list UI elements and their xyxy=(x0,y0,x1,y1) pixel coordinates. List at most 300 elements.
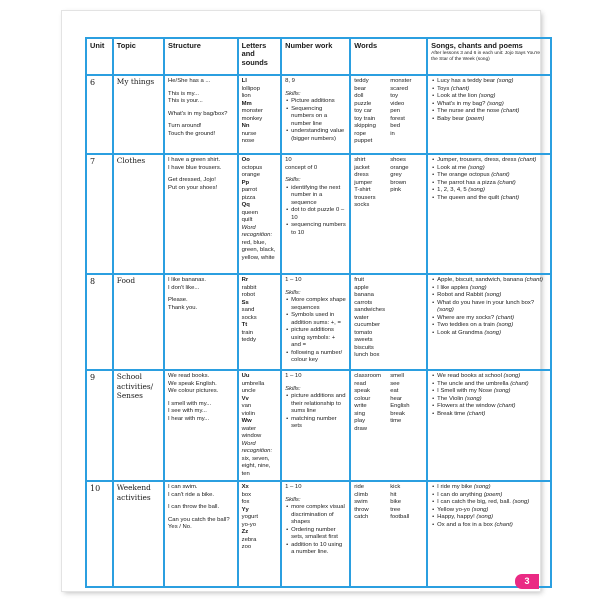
word: write xyxy=(354,403,367,409)
song-type: (chant) xyxy=(497,403,516,409)
unit-number: 10 xyxy=(90,484,101,493)
header-number-work: Number work xyxy=(281,38,350,75)
song-type: (chant) xyxy=(494,521,513,528)
number-work-cell xyxy=(281,481,350,587)
structure-line: I can swim. xyxy=(168,484,198,490)
song-item xyxy=(437,373,547,381)
skill-item: • dot to dot puzzle 0 – 10 xyxy=(291,207,346,222)
topic-name: Food xyxy=(116,276,136,285)
structure-cell xyxy=(164,75,238,154)
words-cell xyxy=(350,75,427,154)
song-title: The nurse and the nose xyxy=(437,108,502,114)
letter-word: red, blue, green, black, yellow, white xyxy=(241,239,276,261)
song-type: (song) xyxy=(478,93,496,99)
number-range: 1 – 10 xyxy=(285,277,302,283)
structure-cell xyxy=(164,370,238,481)
word: sweets xyxy=(354,337,373,343)
song-type: (chant) xyxy=(518,157,537,163)
word: puzzle xyxy=(354,100,372,107)
letter-word: van xyxy=(241,403,252,409)
letter-word: yogurt xyxy=(241,514,258,520)
page-number-badge: 3 xyxy=(515,574,539,589)
song-item xyxy=(437,522,547,530)
structure-line: Can you catch the ball? xyxy=(168,516,230,523)
letters-cell xyxy=(238,75,281,154)
letter-pair: Ss xyxy=(241,299,249,306)
word: kick xyxy=(390,484,401,490)
word: English xyxy=(390,403,410,409)
unit-cell xyxy=(86,75,113,154)
song-item xyxy=(437,322,547,330)
word: biscuits xyxy=(354,344,374,351)
song-item xyxy=(437,277,547,285)
words-column-right xyxy=(390,484,423,522)
letters-cell xyxy=(238,370,281,481)
word: read xyxy=(354,380,367,387)
unit-cell xyxy=(86,154,113,274)
song-type: (song) xyxy=(493,388,511,394)
song-type: (chant) xyxy=(497,179,516,186)
topic-cell xyxy=(113,154,164,274)
skills-label: Skills: xyxy=(285,385,301,392)
word: T-shirt xyxy=(354,187,371,193)
structure-block xyxy=(168,277,234,292)
header-letters: Letters and sounds xyxy=(238,38,281,75)
song-type: (song) xyxy=(468,187,485,193)
letter-word: nose xyxy=(241,138,255,144)
letter-pair: Ll xyxy=(241,78,247,84)
word: doll xyxy=(354,93,364,99)
number-work-cell xyxy=(281,274,350,370)
song-title: Flowers at the window xyxy=(437,403,498,409)
word: grey xyxy=(390,172,402,178)
word: jacket xyxy=(354,164,370,171)
unit-cell xyxy=(86,481,113,587)
word: monster xyxy=(390,78,412,84)
song-title: The orange octopus xyxy=(437,172,492,178)
word: see xyxy=(390,380,400,387)
skill-item: • More complex shape sequences xyxy=(291,297,346,312)
words-column-right xyxy=(390,373,423,433)
word: apple xyxy=(354,284,369,291)
topic-name: My things xyxy=(116,77,155,86)
song-type: (song) xyxy=(471,506,489,513)
structure-line: We colour pictures. xyxy=(168,388,219,394)
word: time xyxy=(390,418,402,424)
structure-line: I don't like... xyxy=(168,284,200,291)
letter-pair: Mm xyxy=(241,100,252,107)
unit-number: 8 xyxy=(90,277,96,286)
song-type: (poem) xyxy=(465,115,485,122)
letter-word: socks xyxy=(241,314,257,321)
song-type: (poem) xyxy=(483,491,503,498)
song-item xyxy=(437,108,547,116)
song-title: Look at the lion xyxy=(437,93,479,99)
songs-list xyxy=(431,157,547,202)
song-title: Happy, happy! xyxy=(437,514,477,520)
letter-word: lollipop xyxy=(241,85,260,92)
header-structure: Structure xyxy=(164,38,238,75)
word: skipping xyxy=(354,123,376,129)
skills-list xyxy=(285,297,346,365)
number-work-cell xyxy=(281,154,350,274)
song-type: (song) xyxy=(473,484,491,490)
letter-pair: Vv xyxy=(241,395,249,402)
skill-item: • more complex visual discrimination of shapes xyxy=(291,504,346,527)
song-title: The Violin xyxy=(437,395,465,402)
number-range: 10 xyxy=(285,157,292,163)
structure-line: Get dressed, Jojo! xyxy=(168,177,216,183)
word: trousers xyxy=(354,194,376,201)
words-cell xyxy=(350,370,427,481)
words-column-left xyxy=(354,373,387,433)
skills-label: Skills: xyxy=(285,496,301,503)
skill-item: • following a number/ colour key xyxy=(291,350,346,365)
letter-pair: Pp xyxy=(241,179,250,186)
song-item xyxy=(437,101,547,109)
word: video xyxy=(390,100,405,107)
letter-pair: Oo xyxy=(241,157,250,163)
number-work-cell xyxy=(281,75,350,154)
song-item xyxy=(437,514,547,522)
letter-word: parrot xyxy=(241,187,258,193)
letter-word: uncle xyxy=(241,388,256,394)
song-item xyxy=(437,499,547,507)
song-item xyxy=(437,492,547,500)
words-column-left xyxy=(354,484,387,522)
table-row xyxy=(86,75,551,154)
letter-word: quilt xyxy=(241,217,253,223)
song-title: Toys xyxy=(437,85,451,92)
songs-cell xyxy=(427,370,551,481)
song-title: Baby bear xyxy=(437,115,466,122)
song-title: 1, 2, 3, 4, 5 xyxy=(437,187,469,193)
structure-block xyxy=(168,123,234,138)
unit-number: 9 xyxy=(90,373,96,382)
word: socks xyxy=(354,202,370,208)
table-row xyxy=(86,274,551,370)
skill-item: • Picture additions xyxy=(291,98,346,106)
song-item xyxy=(437,285,547,293)
word: classroom xyxy=(354,373,382,379)
unit-number: 6 xyxy=(90,78,96,87)
skills-list xyxy=(285,98,346,143)
structure-line: I can't ride a bike. xyxy=(168,491,215,498)
words-cell xyxy=(350,481,427,587)
structure-block xyxy=(168,91,234,106)
word: throw xyxy=(354,506,369,513)
song-title: I can do anything xyxy=(437,491,484,498)
word: cucumber xyxy=(354,322,381,328)
letter-word: water xyxy=(241,425,257,432)
structure-line: Yes / No. xyxy=(168,524,192,530)
song-title: Robot and Rabbit xyxy=(437,292,485,298)
song-title: Look at Grandma xyxy=(437,329,485,336)
song-item xyxy=(437,396,547,404)
song-item xyxy=(437,292,547,300)
words-grid xyxy=(354,78,423,146)
songs-list xyxy=(431,484,547,529)
song-type: (song) xyxy=(496,78,514,84)
structure-line: We read books. xyxy=(168,373,210,379)
songs-list xyxy=(431,373,547,418)
number-range: 8, 9 xyxy=(285,78,295,84)
song-type: (song) xyxy=(437,307,454,313)
structure-line: Please. xyxy=(168,297,188,303)
skill-item: • identifying the next number in a sequence xyxy=(291,185,346,208)
skills-label: Skills: xyxy=(285,177,301,183)
word: in xyxy=(390,130,395,137)
letter-pair: Yy xyxy=(241,506,249,513)
song-item xyxy=(437,86,547,94)
song-type: (chant) xyxy=(466,410,486,417)
skill-item: • picture additions using symbols: + and = xyxy=(291,327,346,350)
song-type: (song) xyxy=(484,329,502,336)
song-type: (chant) xyxy=(491,172,510,178)
header-songs-note: After lessons 3 and 6 in each unit: Jojo Says You're the Star of the Week (song) xyxy=(431,51,541,63)
letter-word: queen xyxy=(241,209,259,216)
letters-cell xyxy=(238,274,281,370)
letter-word: zoo xyxy=(241,544,252,550)
song-title: The uncle and the umbrella xyxy=(437,380,511,387)
letter-word: box xyxy=(241,491,252,498)
structure-line: I have a green shirt. xyxy=(168,157,221,163)
song-type: (song) xyxy=(496,322,514,328)
word: play xyxy=(354,418,366,424)
letter-word: monster xyxy=(241,108,263,114)
structure-block xyxy=(168,78,234,86)
structure-block xyxy=(168,504,234,512)
word-recognition-label: Word recognition: xyxy=(241,224,273,238)
word: hear xyxy=(390,395,402,402)
song-title: Look at me xyxy=(437,164,468,171)
letter-word: lion xyxy=(241,93,251,99)
word: tree xyxy=(390,506,401,513)
letter-pair: Qq xyxy=(241,202,250,208)
word: hit xyxy=(390,491,397,498)
skill-item: • understanding value (bigger numbers) xyxy=(291,128,346,143)
topic-cell xyxy=(113,75,164,154)
letter-word: monkey xyxy=(241,115,263,122)
song-title: What's in my bag? xyxy=(437,100,488,107)
skill-item: • matching number sets xyxy=(291,416,346,431)
song-item xyxy=(437,411,547,419)
structure-line: Touch the ground! xyxy=(168,130,216,137)
song-title: Two teddies on a train xyxy=(437,322,497,328)
structure-cell xyxy=(164,481,238,587)
song-item xyxy=(437,165,547,173)
word: pen xyxy=(390,108,401,114)
word: shoes xyxy=(390,157,406,163)
song-title: We read books at school xyxy=(437,373,504,379)
song-item xyxy=(437,388,547,396)
song-item xyxy=(437,403,547,411)
song-item xyxy=(437,180,547,188)
song-title: Yellow yo-yo xyxy=(437,506,472,513)
letters-cell xyxy=(238,154,281,274)
header-topic: Topic xyxy=(113,38,164,75)
word: speak xyxy=(354,388,370,394)
song-title: I can catch the big, red, ball. xyxy=(437,499,513,505)
letter-word: fox xyxy=(241,499,250,505)
words-column-right xyxy=(390,78,423,146)
word: toy xyxy=(390,93,399,99)
word: bed xyxy=(390,123,401,129)
words-column-right xyxy=(390,157,423,210)
song-type: (chant) xyxy=(495,314,515,321)
word: fruit xyxy=(354,277,365,283)
letter-pair: Zz xyxy=(241,529,249,535)
song-type: (song) xyxy=(512,499,530,505)
word: draw xyxy=(354,425,368,432)
topic-cell xyxy=(113,481,164,587)
words-column-left xyxy=(354,157,387,210)
structure-block xyxy=(168,373,234,396)
structure-block xyxy=(168,111,234,119)
song-title: Lucy has a teddy bear xyxy=(437,78,497,84)
song-item xyxy=(437,315,547,323)
song-item xyxy=(437,300,547,315)
songs-cell xyxy=(427,75,551,154)
word: puppet xyxy=(354,138,373,144)
words-grid xyxy=(354,484,423,522)
letter-word: orange xyxy=(241,172,260,178)
word: banana xyxy=(354,292,374,298)
structure-block xyxy=(168,297,234,312)
word: jumper xyxy=(354,179,373,186)
song-item xyxy=(437,330,547,338)
song-title: Where are my socks? xyxy=(437,314,496,321)
song-title: I like apples xyxy=(437,284,470,291)
structure-line: This is my... xyxy=(168,90,200,97)
letter-word: sand xyxy=(241,307,255,313)
letter-word: violin xyxy=(241,410,256,417)
table-header-row xyxy=(86,38,551,75)
letter-word: window xyxy=(241,433,262,439)
letter-word: octopus xyxy=(241,164,263,171)
structure-line: He/She has a ... xyxy=(168,78,211,84)
words-column-left xyxy=(354,277,387,360)
word: colour xyxy=(354,395,371,402)
header-words: Words xyxy=(350,38,427,75)
word: orange xyxy=(390,164,409,171)
word: eat xyxy=(390,388,399,394)
words-column-left xyxy=(354,78,387,146)
structure-line: What's in my bag/box? xyxy=(168,110,228,117)
song-title: Jumper, trousers, dress, dress xyxy=(437,157,519,163)
structure-line: Turn around! xyxy=(168,123,202,129)
song-title: Apple, biscuit, sandwich, banana xyxy=(437,277,525,283)
unit-cell xyxy=(86,274,113,370)
header-songs-label: Songs, chants and poems xyxy=(431,41,523,50)
skill-item: • addition to 10 using a number line. xyxy=(291,542,346,557)
word: ride xyxy=(354,484,365,490)
songs-cell xyxy=(427,154,551,274)
song-item xyxy=(437,507,547,515)
skills-label: Skills: xyxy=(285,90,301,97)
word: bear xyxy=(354,85,367,92)
word: shirt xyxy=(354,157,366,163)
song-type: (chant) xyxy=(450,85,470,92)
skills-list xyxy=(285,504,346,557)
letter-word: six, seven, eight, nine, ten xyxy=(241,455,271,477)
song-item xyxy=(437,172,547,180)
words-grid xyxy=(354,373,423,433)
letter-pair: Xx xyxy=(241,484,249,490)
letter-pair: Nn xyxy=(241,123,250,129)
song-type: (song) xyxy=(476,514,494,520)
song-title: I Smell with my Nose xyxy=(437,388,494,394)
structure-block xyxy=(168,157,234,172)
song-type: (song) xyxy=(467,164,485,171)
song-type: (chant) xyxy=(501,108,520,114)
word: swim xyxy=(354,499,368,505)
songs-list xyxy=(431,78,547,123)
song-item xyxy=(437,93,547,101)
song-title: I ride my bike xyxy=(437,484,474,490)
song-type: (song) xyxy=(469,284,487,291)
word: smell xyxy=(390,373,404,379)
header-unit: Unit xyxy=(86,38,113,75)
skill-item: • sequencing numbers to 10 xyxy=(291,222,346,237)
letter-pair: Rr xyxy=(241,277,249,283)
structure-line: I can throw the ball. xyxy=(168,504,220,510)
structure-block xyxy=(168,517,234,532)
song-type: (song) xyxy=(503,373,521,379)
word: toy train xyxy=(354,115,376,122)
word: rope xyxy=(354,130,367,137)
song-item xyxy=(437,116,547,124)
structure-line: I like bananas. xyxy=(168,277,207,283)
letter-pair: Uu xyxy=(241,373,250,379)
table-row xyxy=(86,370,551,481)
word: teddy xyxy=(354,78,369,84)
letter-word: robot xyxy=(241,292,256,298)
topic-name: School activities/ Senses xyxy=(116,372,154,400)
unit-cell xyxy=(86,370,113,481)
song-title: Ox and a fox in a box xyxy=(437,521,495,528)
structure-cell xyxy=(164,154,238,274)
structure-cell xyxy=(164,274,238,370)
word: lunch box xyxy=(354,352,380,358)
song-item xyxy=(437,187,547,195)
skills-label: Skills: xyxy=(285,289,301,296)
word: break xyxy=(390,410,405,417)
song-item xyxy=(437,157,547,165)
letter-word: zebra xyxy=(241,536,257,543)
word: catch xyxy=(354,514,369,520)
word: carrots xyxy=(354,299,373,306)
letter-word: yo-yo xyxy=(241,521,257,528)
topic-cell xyxy=(113,370,164,481)
songs-list xyxy=(431,277,547,337)
word: scared xyxy=(390,85,408,92)
topic-cell xyxy=(113,274,164,370)
song-type: (song) xyxy=(484,292,502,298)
song-type: (chant) xyxy=(524,277,543,283)
word: forest xyxy=(390,115,405,122)
structure-line: I see with my... xyxy=(168,408,207,414)
word: sing xyxy=(354,410,366,417)
skill-item: • picture additions and their relationship to sums line xyxy=(291,393,346,416)
letter-pair: Ww xyxy=(241,418,252,424)
table-row xyxy=(86,154,551,274)
song-title: What do you have in your lunch box? xyxy=(437,299,535,306)
word: sandwiches xyxy=(354,307,386,313)
song-item xyxy=(437,195,547,203)
song-type: (song) xyxy=(464,395,482,402)
letter-word: umbrella xyxy=(241,380,265,387)
